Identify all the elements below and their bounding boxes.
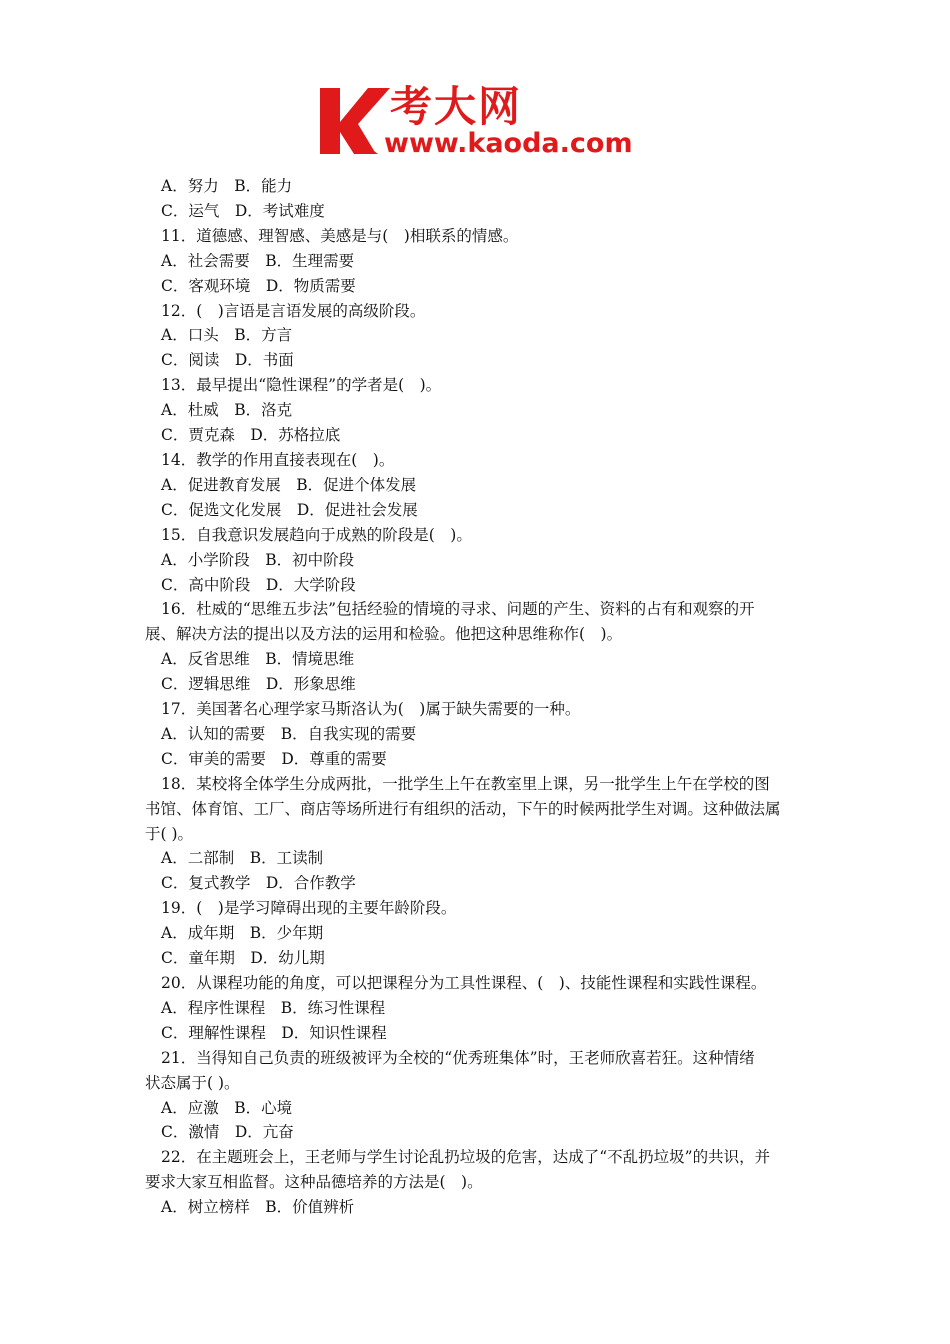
text-line: 19．( )是学习障碍出现的主要年龄阶段。 — [161, 899, 457, 918]
text-line: 14．教学的作用直接表现在( )。 — [161, 450, 395, 469]
kaoda-logo — [318, 82, 638, 160]
text-line: A．应激 B．心境 — [161, 1098, 293, 1117]
text-line: 展、解决方法的提出以及方法的运用和检验。他把这种思维称作( )。 — [145, 625, 623, 644]
text-line: C．高中阶段 D．大学阶段 — [161, 575, 356, 594]
text-line: 13．最早提出“隐性课程”的学者是( )。 — [161, 376, 442, 395]
text-line: 16．杜威的“思维五步法”包括经验的情境的寻求、问题的产生、资料的占有和观察的开 — [161, 600, 755, 619]
text-line: 21．当得知自己负责的班级被评为全校的“优秀班集体”时，王老师欣喜若狂。这种情绪 — [161, 1048, 755, 1067]
text-line: 18．某校将全体学生分成两批，一批学生上午在教室里上课，另一批学生上午在学校的图 — [161, 774, 770, 793]
text-line: A．成年期 B．少年期 — [161, 924, 324, 943]
text-line: 要求大家互相监督。这种品德培养的方法是( )。 — [145, 1173, 483, 1192]
text-line: C．客观环境 D．物质需要 — [161, 276, 356, 295]
text-line: C．阅读 D．书面 — [161, 351, 294, 370]
text-line: A．小学阶段 B．初中阶段 — [161, 550, 355, 569]
text-line: 12．( )言语是言语发展的高级阶段。 — [161, 301, 426, 320]
text-line: C．理解性课程 D．知识性课程 — [161, 1023, 387, 1042]
text-line: A．社会需要 B．生理需要 — [161, 251, 355, 270]
text-line: C．复式教学 D．合作教学 — [161, 874, 356, 893]
text-line: A．口头 B．方言 — [161, 326, 293, 345]
text-line: A．认知的需要 B．自我实现的需要 — [161, 724, 417, 743]
text-line: 书馆、体育馆、工厂、商店等场所进行有组织的活动，下午的时候两批学生对调。这种做法属 — [145, 799, 781, 818]
text-line: 22．在主题班会上，王老师与学生讨论乱扔垃圾的危害，达成了“不乱扔垃圾”的共识，并 — [161, 1148, 771, 1167]
text-line: C．促选文化发展 D．促进社会发展 — [161, 500, 418, 519]
text-line: A．反省思维 B．情境思维 — [161, 650, 355, 669]
text-line: C．童年期 D．幼儿期 — [161, 949, 325, 968]
text-line: 于( )。 — [145, 824, 194, 843]
exam-questions — [145, 174, 810, 1220]
text-line: A．程序性课程 B．练习性课程 — [161, 998, 386, 1017]
text-line: C．逻辑思维 D．形象思维 — [161, 675, 356, 694]
text-line: 20．从课程功能的角度，可以把课程分为工具性课程、( )、技能性课程和实践性课程。 — [161, 974, 767, 992]
text-line: A．杜威 B．洛克 — [161, 401, 293, 420]
text-line: 11．道德感、理智感、美感是与( )相联系的情感。 — [161, 226, 519, 245]
text-line: C．运气 D．考试难度 — [161, 201, 325, 220]
text-line: 17．美国著名心理学家马斯洛认为( )属于缺失需要的一种。 — [161, 700, 581, 719]
logo-chinese-text: 考大网 — [390, 82, 523, 131]
text-line: 15．自我意识发展趋向于成熟的阶段是( )。 — [161, 525, 472, 544]
text-line: A．树立榜样 B．价值辨析 — [161, 1198, 355, 1217]
text-line: A．促进教育发展 B．促进个体发展 — [161, 475, 417, 494]
text-line: C．贾克森 D．苏格拉底 — [161, 426, 341, 445]
text-line: C．审美的需要 D．尊重的需要 — [161, 749, 387, 768]
text-line: C．激情 D．亢奋 — [161, 1123, 294, 1142]
text-line: 状态属于( )。 — [145, 1073, 240, 1092]
text-line: A．努力 B．能力 — [161, 177, 293, 195]
text-line: A．二部制 B．工读制 — [161, 849, 324, 868]
logo-url-text: www.kaoda.com — [384, 128, 633, 159]
